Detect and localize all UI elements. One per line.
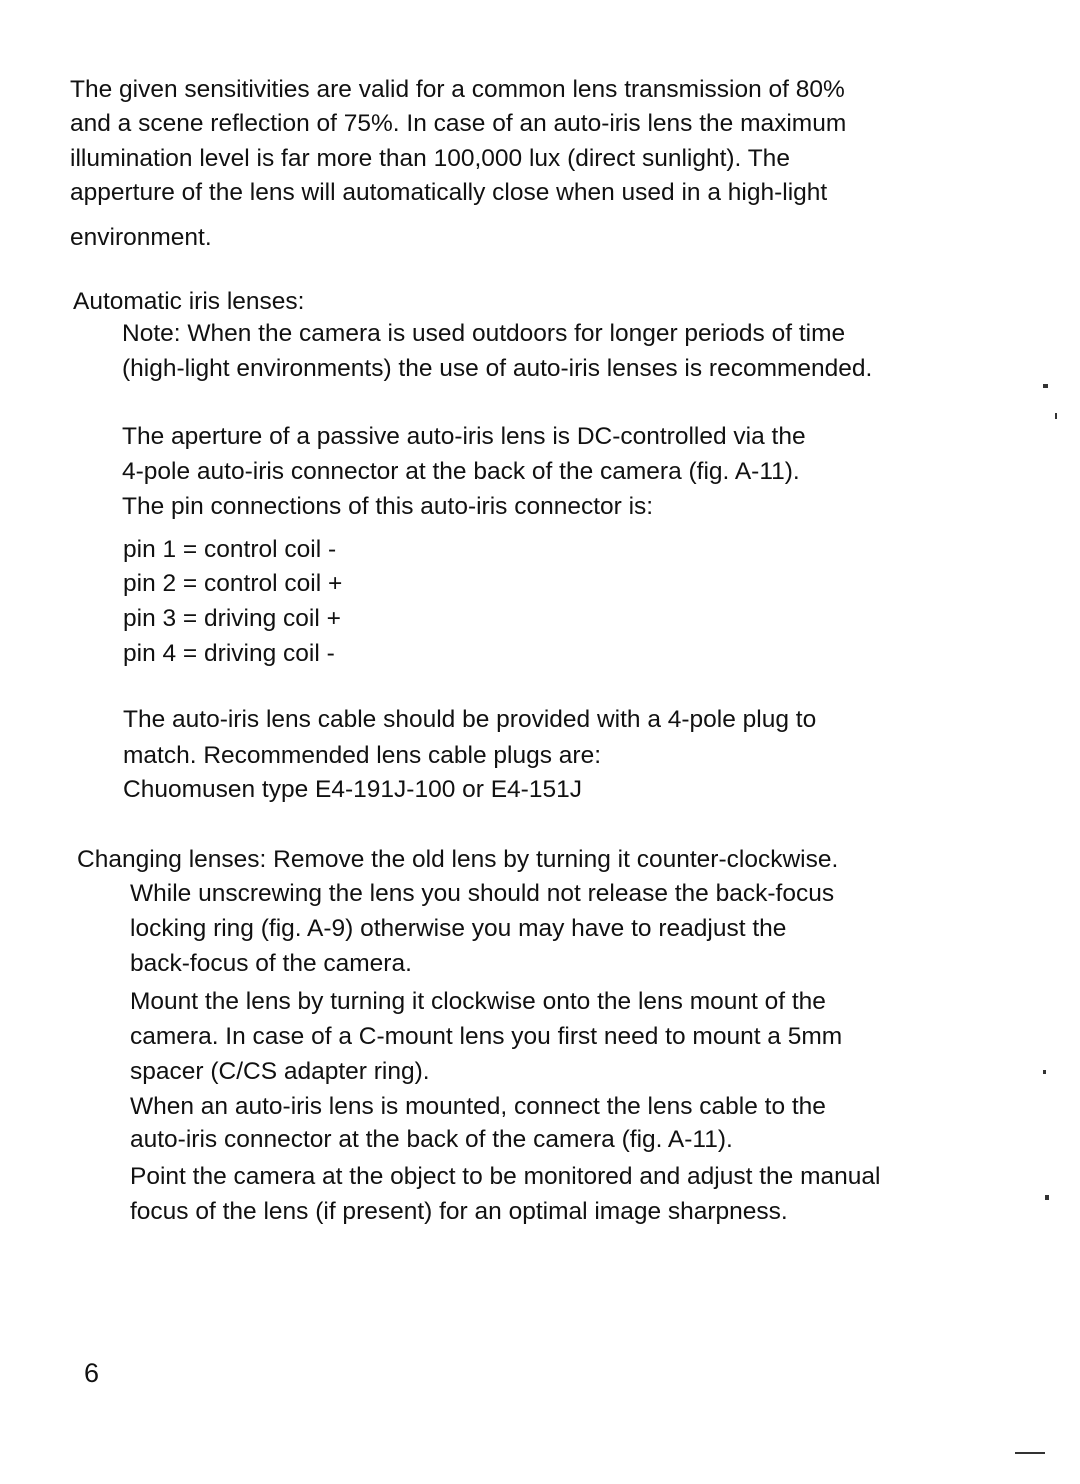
scan-speck (1043, 384, 1048, 388)
paragraph-line: apperture of the lens will automatically close when used in a high-light (70, 179, 828, 206)
page-number: 6 (84, 1358, 100, 1388)
paragraph-line: The aperture of a passive auto-iris lens is DC-controlled via the (122, 423, 806, 450)
paragraph-line: The auto-iris lens cable should be provided with a 4-pole plug to (123, 706, 817, 733)
paragraph-line: 4-pole auto-iris connector at the back of the camera (fig. A-11). (122, 458, 800, 485)
paragraph-line: When an auto-iris lens is mounted, connect the lens cable to the (130, 1093, 826, 1120)
section-heading: Changing lenses: Remove the old lens by turning it counter-clockwise. (77, 846, 839, 873)
paragraph-line: locking ring (fig. A-9) otherwise you may have to readjust the (130, 915, 787, 942)
paragraph-line: The pin connections of this auto-iris connector is: (122, 493, 654, 520)
paragraph-line: and a scene reflection of 75%. In case of an auto-iris lens the maximum (70, 110, 847, 137)
scan-speck (1015, 1452, 1045, 1454)
paragraph-line: illumination level is far more than 100,000 lux (direct sunlight). The (70, 145, 790, 172)
paragraph-line: Point the camera at the object to be monitored and adjust the manual (130, 1163, 881, 1190)
note-line: Note: When the camera is used outdoors for longer periods of time (122, 320, 846, 347)
paragraph-line: spacer (C/CS adapter ring). (130, 1058, 430, 1085)
paragraph-line: environment. (70, 224, 212, 251)
paragraph-line: camera. In case of a C-mount lens you first need to mount a 5mm (130, 1023, 843, 1050)
pin-item: pin 3 = driving coil + (123, 605, 341, 632)
paragraph-line: focus of the lens (if present) for an optimal image sharpness. (130, 1198, 788, 1225)
paragraph-line: While unscrewing the lens you should not release the back-focus (130, 880, 835, 907)
paragraph-line: back-focus of the camera. (130, 950, 412, 977)
paragraph-line: auto-iris connector at the back of the camera (fig. A-11). (130, 1126, 733, 1153)
paragraph-line: Chuomusen type E4-191J-100 or E4-151J (123, 776, 582, 803)
scan-speck (1055, 413, 1057, 419)
paragraph-line: The given sensitivities are valid for a common lens transmission of 80% (70, 76, 845, 103)
pin-item: pin 1 = control coil - (123, 536, 337, 563)
section-heading: Automatic iris lenses: (73, 288, 305, 315)
pin-item: pin 2 = control coil + (123, 570, 343, 597)
note-line: (high-light environments) the use of auto-iris lenses is recommended. (122, 355, 873, 382)
paragraph-line: Mount the lens by turning it clockwise onto the lens mount of the (130, 988, 826, 1015)
scan-speck (1045, 1195, 1049, 1200)
scan-speck (1043, 1070, 1046, 1074)
pin-item: pin 4 = driving coil - (123, 640, 335, 667)
paragraph-line: match. Recommended lens cable plugs are: (123, 742, 602, 769)
